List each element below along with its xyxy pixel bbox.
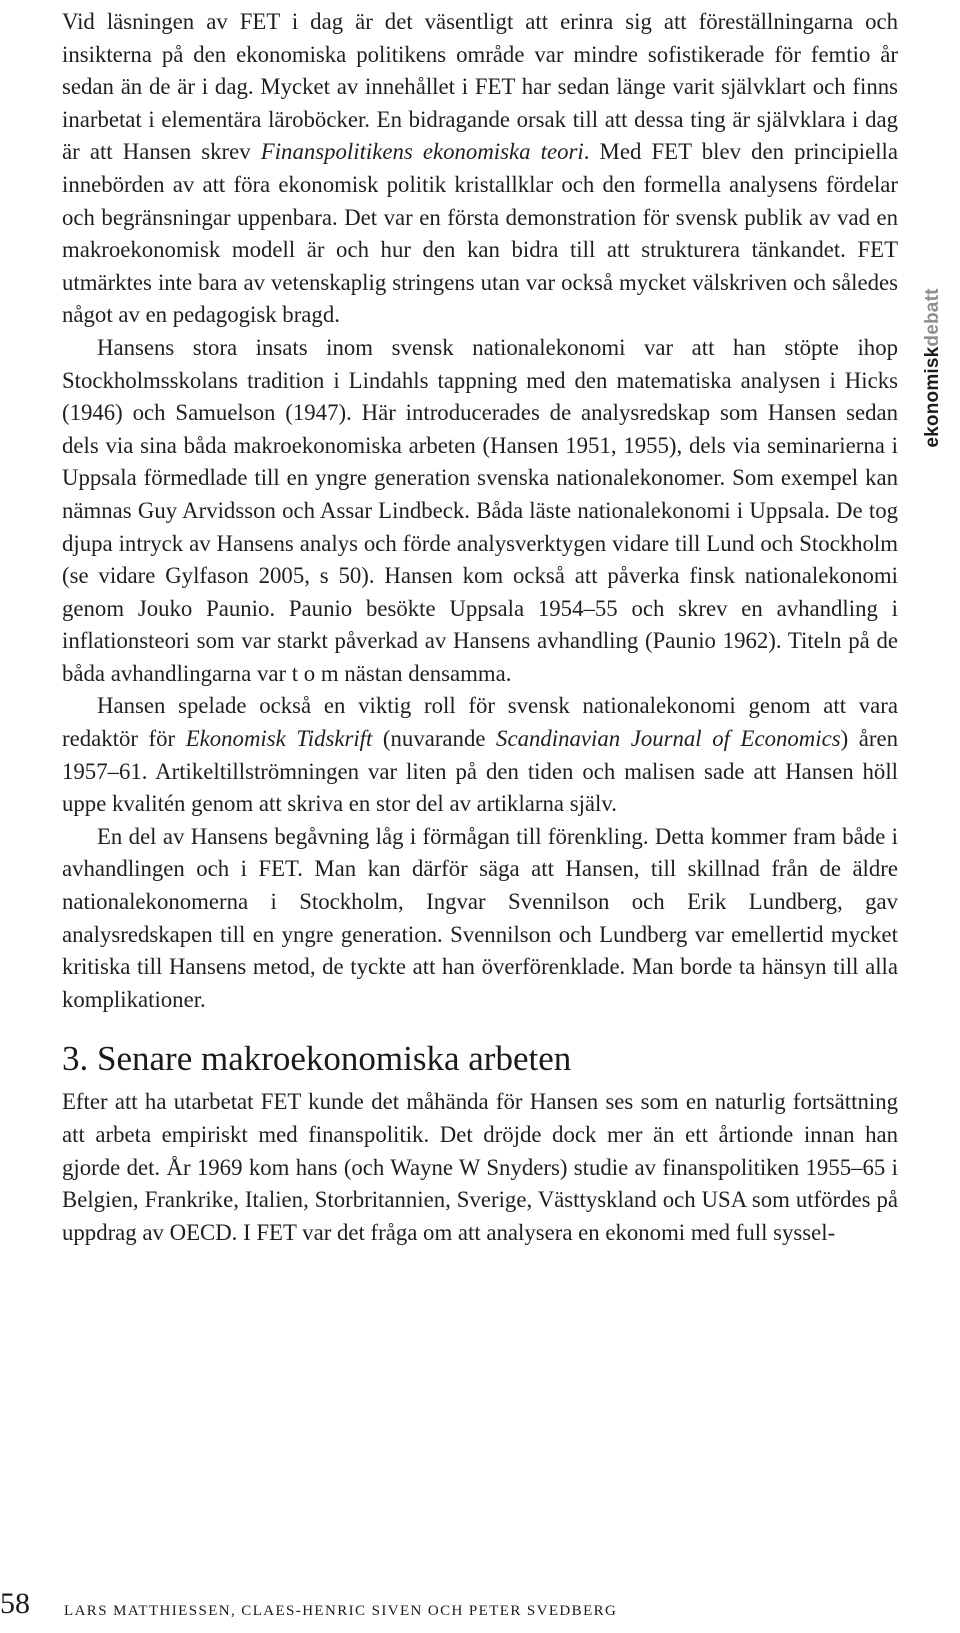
running-footer-authors: LARS MATTHIESSEN, CLAES-HENRIC SIVEN OCH PETER SVEDBERG [64, 1603, 618, 1619]
section-heading: 3. Senare makroekonomiska arbeten [62, 1039, 572, 1079]
paragraph-5: Efter att ha utarbetat FET kunde det måhända för Hansen ses som en naturlig fortsättning att arbeta empiriskt med finanspolitik. Det dröjde dock mer än ett årtionde innan han gjorde det. År 1969 kom hans (och Wayne W Snyders) studie av finanspolitiken 1955–65 i Belgien, Frankrike, Italien, Storbritannien, Sverige, Västtyskland och USA som utfördes på uppdrag av OECD. I FET var det fråga om att analysera en ekonomi med full syssel- [62, 1089, 898, 1245]
journal-side-label [918, 278, 948, 458]
journal-title-scandinavian-journal: Scandinavian Journal of Economics [496, 726, 841, 752]
paragraph-1-text-b: . Med FET blev den principiella innebörden av att föra ekonomisk politik kristallklar och den formella analysens fördelar och begränsningar uppenbara. Det var en första demonstration för svensk publik av vad en makroekonomisk modell är och hur den kan bidra till att strukturera tänkandet. FET utmärktes inte bara av vetenskaplig stringens utan var också mycket välskriven och således något av en pedagogisk bragd. [62, 139, 898, 328]
book-title-finanspolitikens-ekonomiska-teori: Finanspolitikens ekonomiska teori [260, 139, 584, 165]
paragraph-2: Hansens stora insats inom svensk nationalekonomi var att han stöpte ihop Stockholmsskolans tradition i Lindahls tappning med den matematiska analysen i Hicks (1946) och Samuelson (1947). Här introducerades de analysredskap som Hansen sedan dels via sina båda makroekonomiska arbeten (Hansen 1951, 1955), dels via seminarierna i Uppsala förmedlade till en yngre generation svenska nationalekonomer. Som exempel kan nämnas Guy Arvidsson och Assar Lindbeck. Båda läste nationalekonomi i Uppsala. De tog djupa intryck av Hansens analys och förde analysverktygen vidare till Lund och Stockholm (se vidare Gylfason 2005, s 50). Hansen kom också att påverka finsk nationalekonomi genom Jouko Paunio. Paunio besökte Uppsala 1954–55 och skrev en avhandling i inflationsteori som var starkt påverkad av Hansens avhandling (Paunio 1962). Titeln på de båda avhandlingarna var t o m nästan densamma. [62, 334, 898, 686]
side-label-part-debatt: debatt [922, 288, 943, 347]
paragraph-3-text-b: (nuvarande [372, 726, 497, 752]
paragraph-3-text-a: Hansen spelade också en viktig roll för svensk nationalekonomi genom att vara redaktör för [62, 693, 898, 752]
paragraph-3 [62, 690, 898, 820]
paragraph-3-text-c: ) åren 1957–61. Artikeltillströmningen var liten på den tiden och malisen sade att Hansen höll uppe kvalitén genom att skriva en stor del av artiklarna själv. [62, 726, 898, 817]
page-number: 58 [0, 1587, 30, 1620]
side-label-part-ekonomisk: ekonomisk [922, 346, 943, 448]
paragraph-1 [62, 6, 898, 332]
paragraph-1-text-a: Vid läsningen av FET i dag är det väsentligt att erinra sig att föreställningarna och insikterna på den ekonomiska politikens område var mindre sofistikerade för femtio år sedan än de är i dag. Mycket av innehållet i FET har sedan länge varit självklart och finns inarbetat i elementära läroböcker. En bidragande orsak till att dessa ting är självklara i dag är att Hansen skrev [62, 9, 898, 165]
journal-title-ekonomisk-tidskrift: Ekonomisk Tidskrift [185, 726, 373, 752]
article-body [62, 6, 898, 1249]
journal-side-label-text [922, 288, 944, 447]
paragraph-4: En del av Hansens begåvning låg i förmågan till förenkling. Detta kommer fram både i avhandlingen och i FET. Man kan därför säga att Hansen, till skillnad från de äldre nationalekonomerna i Stockholm, Ingvar Svennilson och Erik Lundberg, gav analysredskapen till en yngre generation. Svennilson och Lundberg var emellertid mycket kritiska till Hansens metod, de tyckte att han överförenklade. Man borde ta hänsyn till alla komplikationer. [62, 823, 898, 1012]
